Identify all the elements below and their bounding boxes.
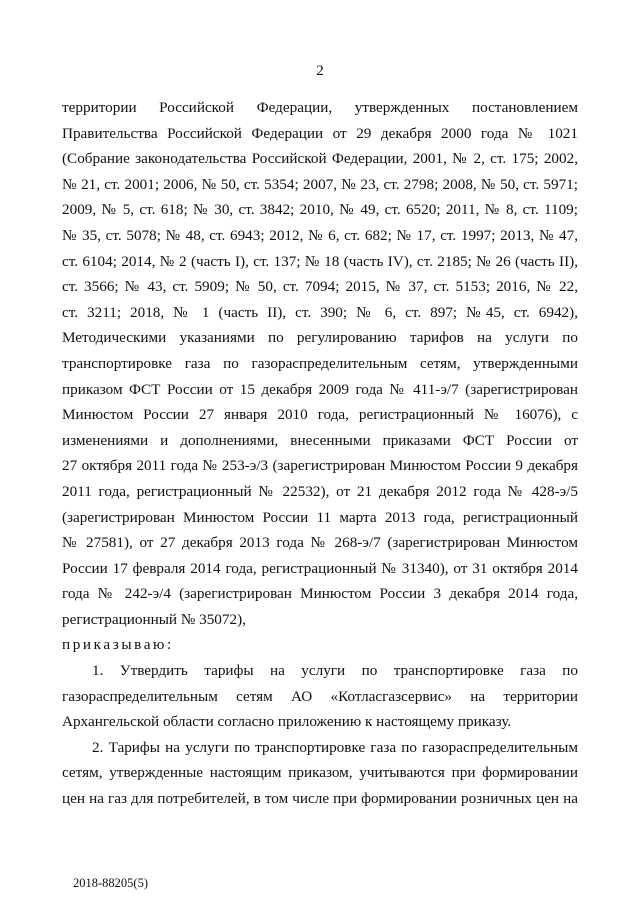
text-line: (Собрание законодательства Российской Федерации, 2001, № 2, ст. 175; 2002, [62, 150, 578, 168]
text-line: сетям, утвержденные настоящим приказом, учитываются при формировании [62, 764, 578, 782]
text-line: № 21, ст. 2001; 2006, № 50, ст. 5354; 2007, № 23, ст. 2798; 2008, № 50, ст. 5971; [62, 175, 578, 193]
text-line: газораспределительным сетям АО «Котласгазсервис» на территории [62, 687, 578, 705]
text-line: ст. 3566; № 43, ст. 5909; № 50, ст. 7094; 2015, № 37, ст. 5153; 2016, № 22, [62, 278, 578, 296]
text-line: Методическими указаниями по регулированию тарифов на услуги по [62, 329, 578, 347]
text-line: России 17 февраля 2014 года, регистрационный № 31340), от 31 октября 2014 [62, 559, 578, 577]
text-line: Архангельской области согласно приложению к настоящему приказу. [62, 713, 512, 731]
text-line: территории Российской Федерации, утвержденных постановлением [62, 99, 578, 116]
text-line: 2011 года, регистрационный № 22532), от 21 декабря 2012 года № 428-э/5 [62, 482, 578, 500]
text-line: 2009, № 5, ст. 618; № 30, ст. 3842; 2010, № 49, ст. 6520; 2011, № 8, ст. 1109; [62, 201, 578, 219]
text-line: ст. 6104; 2014, № 2 (часть I), ст. 137; № 18 (часть IV), ст. 2185; № 26 (часть II), [62, 252, 578, 270]
text-line: Правительства Российской Федерации от 29 декабря 2000 года № 1021 [62, 124, 578, 142]
text-line: приказом ФСТ России от 15 декабря 2009 года № 411-э/7 (зарегистрирован [62, 380, 578, 398]
text-line: 1. Утвердить тарифы на услуги по транспортировке газа по [92, 662, 578, 680]
text-line: Минюстом России 27 января 2010 года, регистрационный № 16076), с [62, 406, 578, 424]
text-line: 27 октября 2011 года № 253-э/3 (зарегистрирован Минюстом России 9 декабря [62, 457, 578, 475]
text-line: года № 242-э/4 (зарегистрирован Минюстом России 3 декабря 2014 года, [62, 585, 578, 603]
document-body [62, 95, 578, 812]
text-line: транспортировке газа по газораспределительным сетям, утвержденными [62, 354, 578, 372]
order-keyword: приказываю: [62, 636, 174, 654]
document-code: 2018-88205(5) [73, 876, 148, 890]
page-number: 2 [316, 63, 324, 79]
text-line: ст. 3211; 2018, № 1 (часть II), ст. 390; № 6, ст. 897; №45, ст. 6942), [62, 303, 578, 321]
text-line: (зарегистрирован Минюстом России 11 марта 2013 года, регистрационный [62, 508, 578, 526]
text-line: изменениями и дополнениями, внесенными приказами ФСТ России от [62, 431, 578, 449]
text-line: № 35, ст. 5078; № 48, ст. 6943; 2012, № 6, ст. 682; № 17, ст. 1997; 2013, № 47, [62, 226, 578, 244]
text-line: цен на газ для потребителей, в том числе при формировании розничных цен на [62, 790, 578, 808]
text-line: № 27581), от 27 декабря 2013 года № 268-э/7 (зарегистрирован Минюстом [62, 534, 578, 552]
text-line: 2. Тарифы на услуги по транспортировке газа по газораспределительным [92, 738, 578, 756]
text-line: регистрационный № 35072), [62, 610, 246, 628]
